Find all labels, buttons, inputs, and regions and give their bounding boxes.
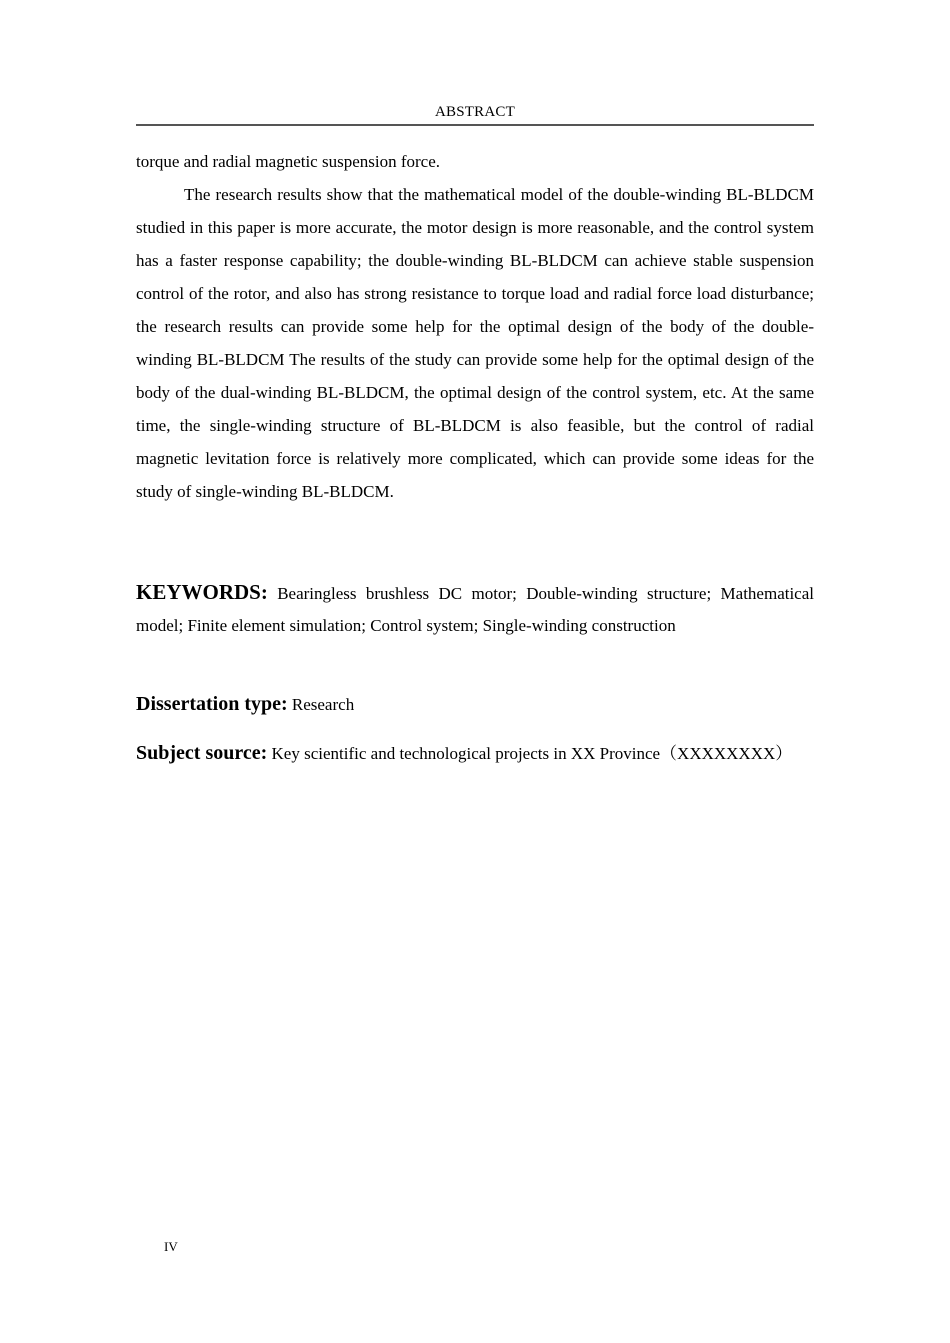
running-header: ABSTRACT <box>435 104 515 120</box>
results-paragraph: The research results show that the mathematical model of the double-winding BL-BLDCM studied in this paper is more accurate, the motor design is more reasonable, and the control system has a faster response capability; the double-winding BL-BLDCM can achieve stable suspension control of the rotor, and also has strong resistance to torque load and radial force load disturbance; the research results can provide some help for the optimal design of the body of the double-winding BL-BLDCM The results of the study can provide some help for the optimal design of the body of the dual-winding BL-BLDCM, the optimal design of the control system, etc. At the same time, the single-winding structure of BL-BLDCM is also feasible, but the control of radial magnetic levitation force is relatively more complicated, which can provide some ideas for the study of single-winding BL-BLDCM. <box>136 185 814 501</box>
keywords-text: Bearingless brushless DC motor; Double-winding structure; Mathematical model; Finite element simulation; Control system; Single-winding construction <box>136 584 814 635</box>
keywords-section <box>136 576 814 642</box>
subject-source-value: Key scientific and technological projects in XX Province（XXXXXXXX） <box>271 744 793 763</box>
dissertation-type-line <box>136 688 814 721</box>
dissertation-type-value: Research <box>291 695 355 714</box>
dissertation-type-label: Dissertation type: <box>136 693 288 715</box>
abstract-body <box>136 145 814 508</box>
subject-source-label: Subject source: <box>136 742 268 764</box>
keywords-label: KEYWORDS: <box>136 580 268 604</box>
subject-source-line <box>136 737 814 770</box>
header-divider <box>136 124 814 126</box>
continued-paragraph: torque and radial magnetic suspension force. <box>136 152 441 171</box>
page-number: IV <box>164 1239 178 1254</box>
